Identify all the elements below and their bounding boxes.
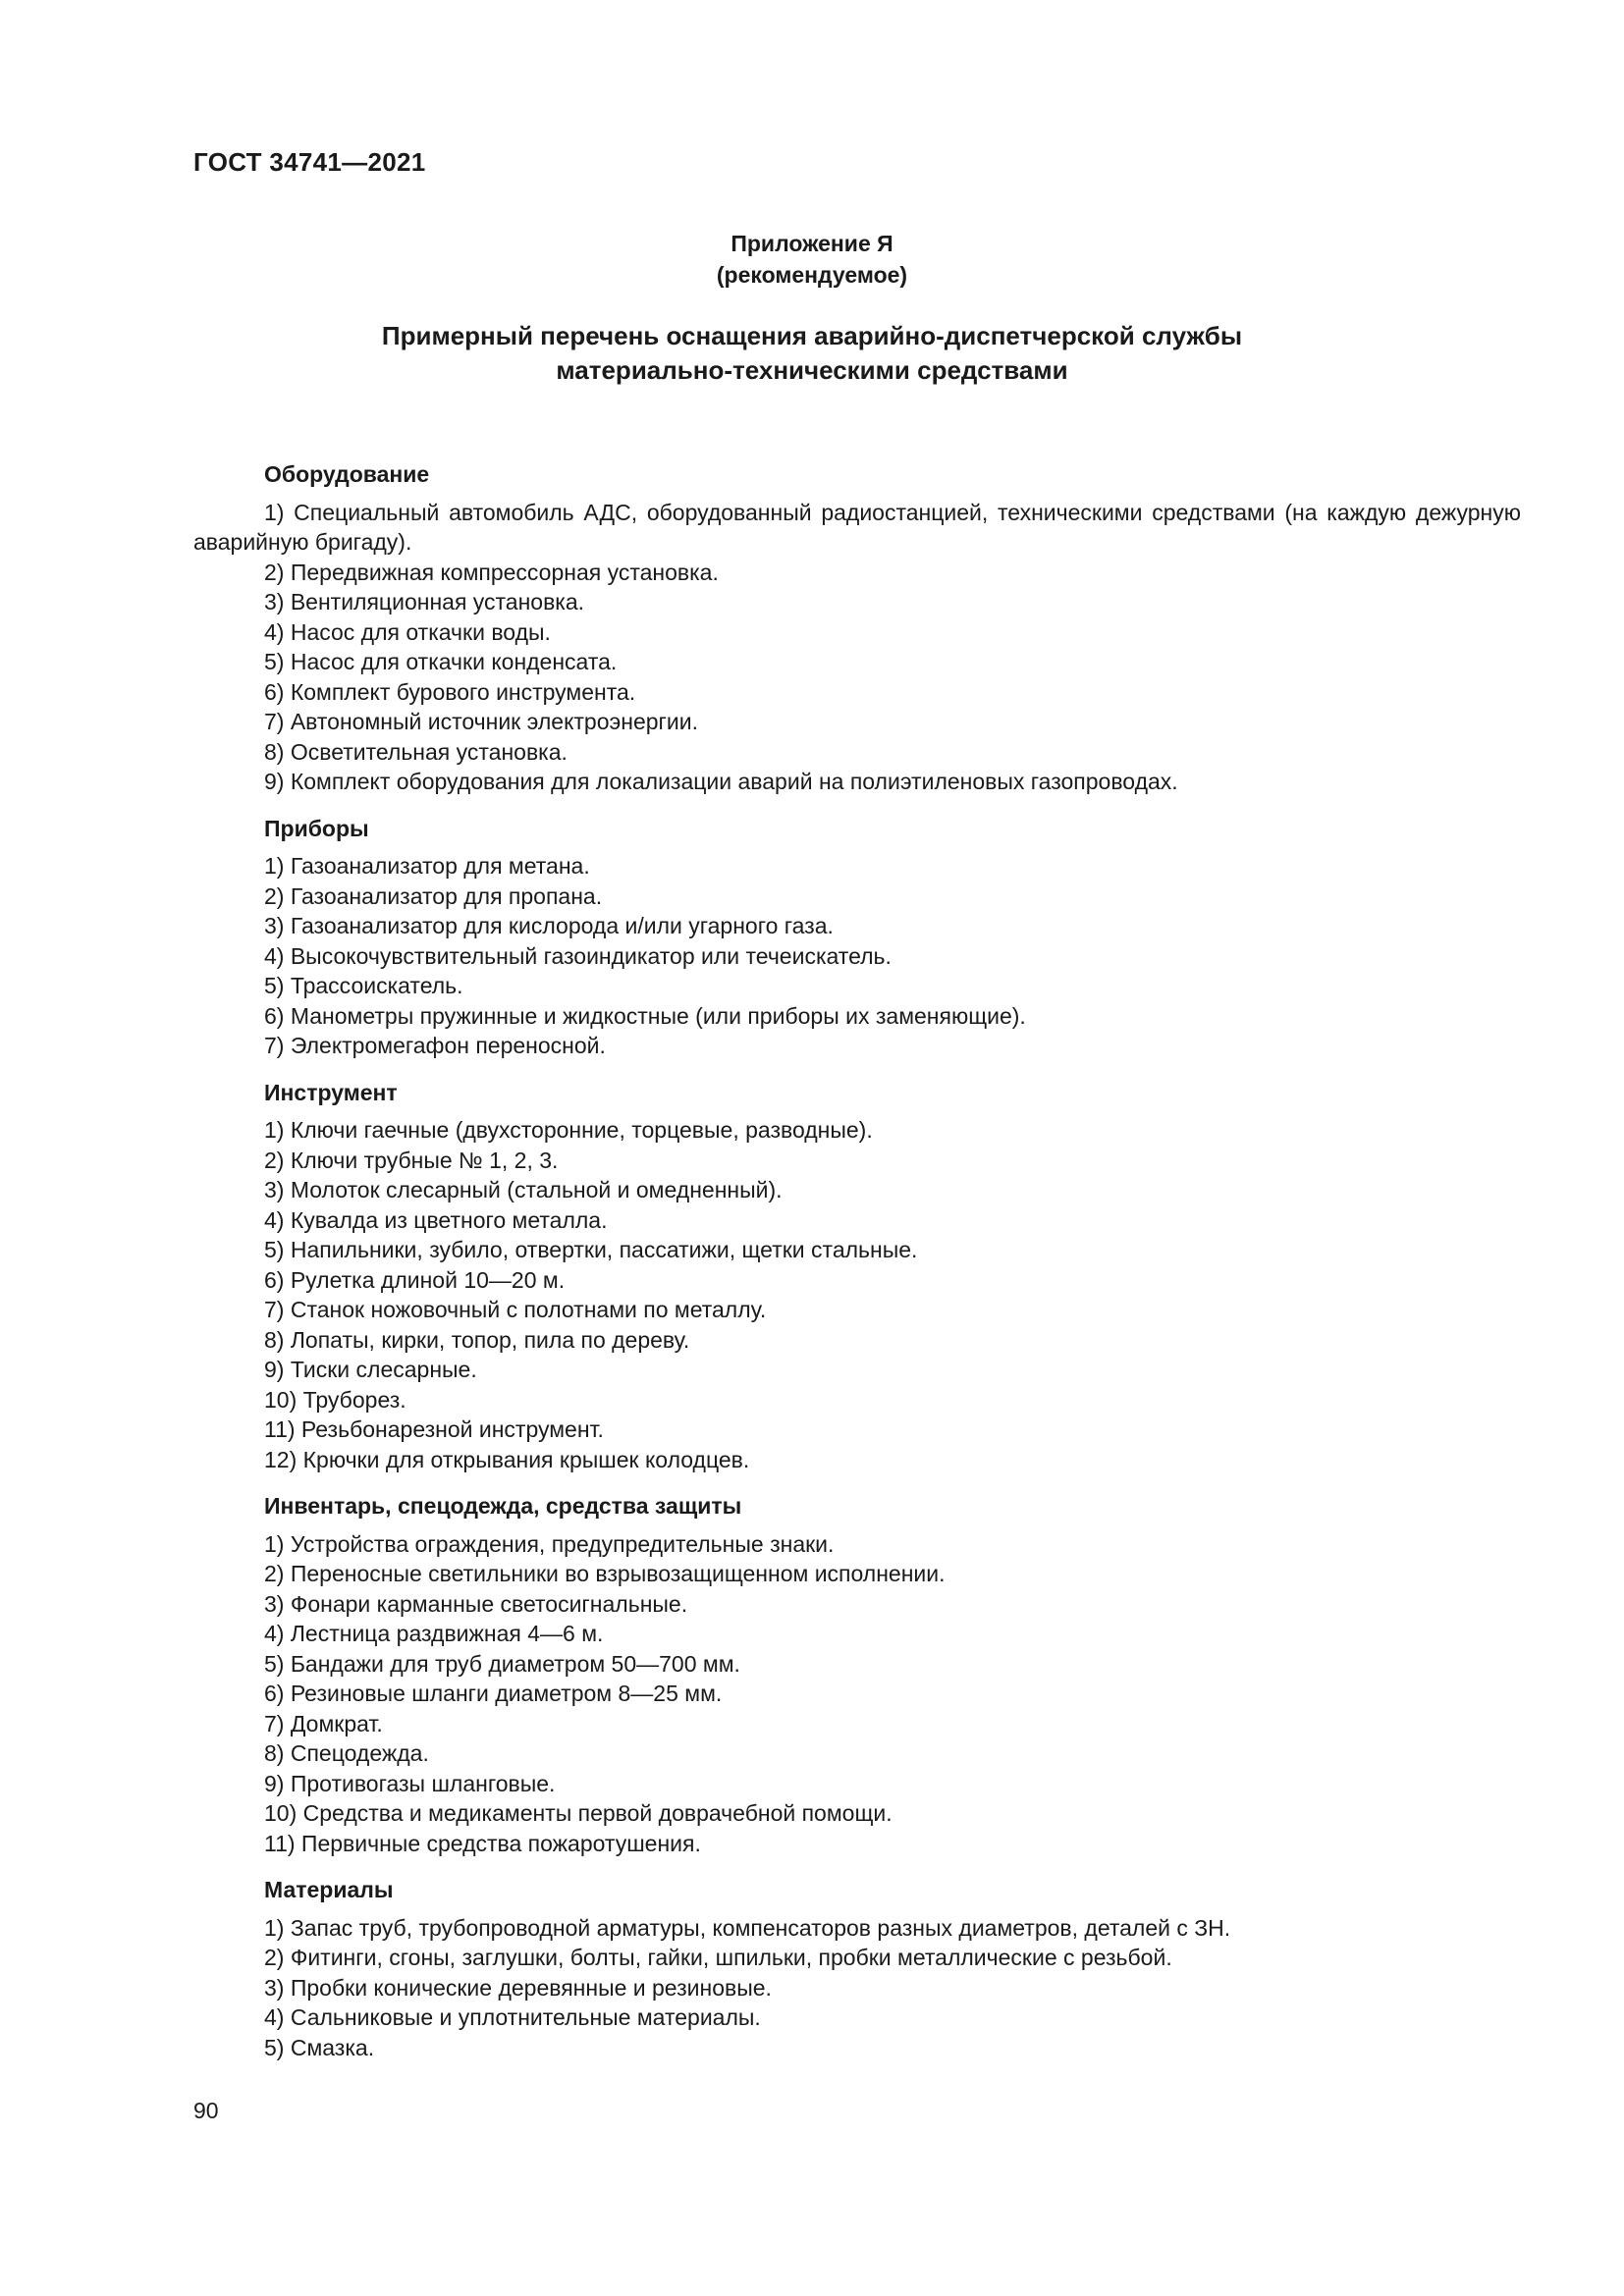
list-item: 5) Насос для откачки конденсата.: [264, 649, 618, 674]
list-item: 5) Бандажи для труб диаметром 50—700 мм.: [264, 1650, 740, 1677]
section-heading: Инструмент: [264, 1079, 398, 1105]
section-materials: [193, 1875, 1521, 2062]
list-item: 6) Манометры пружинные и жидкостные (или приборы их заменяющие).: [264, 1002, 1026, 1029]
list-item: 8) Спецодежда.: [264, 1740, 429, 1766]
list-item: 6) Рулетка длиной 10—20 м.: [264, 1266, 566, 1293]
list-item: 3) Газоанализатор для кислорода и/или угарного газа.: [264, 913, 834, 938]
appendix-label: Приложение Я: [731, 231, 893, 256]
document-title: [0, 319, 1624, 388]
list-item: 7) Электромегафон переносной.: [264, 1033, 606, 1058]
section-heading: Материалы: [264, 1877, 394, 1902]
list-item: 11) Резьбонарезной инструмент.: [264, 1416, 604, 1442]
standard-designation: ГОСТ 34741—2021: [193, 147, 426, 177]
list-item: 6) Комплект бурового инструмента.: [264, 678, 636, 705]
list-item: 3) Фонари карманные светосигнальные.: [264, 1590, 688, 1617]
list-item: 2) Передвижная компрессорная установка.: [264, 559, 719, 585]
list-item: 3) Пробки конические деревянные и резиновые.: [264, 1974, 772, 2001]
list-item: 5) Смазка.: [264, 2034, 375, 2060]
page-number: 90: [193, 2098, 219, 2123]
list-item: 10) Средства и медикаменты первой доврачебной помощи.: [264, 1800, 893, 1826]
list-item: 1) Газоанализатор для метана.: [264, 853, 590, 879]
list-item: 11) Первичные средства пожаротушения.: [264, 1830, 701, 1856]
list-item: 2) Переносные светильники во взрывозащищенном исполнении.: [264, 1561, 946, 1586]
list-item: 3) Молоток слесарный (стальной и омедненный).: [264, 1177, 783, 1202]
list-item: 8) Лопаты, кирки, топор, пила по дереву.: [264, 1326, 690, 1353]
list-item: 9) Тиски слесарные.: [264, 1357, 477, 1382]
section-tools: [193, 1078, 1521, 1475]
appendix-heading: [0, 228, 1624, 291]
list-item: 2) Газоанализатор для пропана.: [264, 882, 603, 909]
appendix-status: (рекомендуемое): [716, 262, 908, 288]
list-item: 1) Устройства ограждения, предупредительные знаки.: [264, 1530, 835, 1557]
list-item: 1) Запас труб, трубопроводной арматуры, компенсаторов разных диаметров, деталей с ЗН.: [264, 1914, 1231, 1941]
list-item: 9) Противогазы шланговые.: [264, 1770, 556, 1796]
list-item: 5) Трассоискатель.: [264, 973, 463, 998]
list-item: 4) Кувалда из цветного металла.: [264, 1206, 608, 1233]
section-inventory-protection: [193, 1491, 1521, 1858]
list-item: 4) Высокочувствительный газоиндикатор или течеискатель.: [264, 942, 892, 969]
list-item: 4) Лестница раздвижная 4—6 м.: [264, 1621, 604, 1646]
title-line-1: Примерный перечень оснащения аварийно-диспетчерской службы: [381, 321, 1243, 350]
list-item: 1) Специальный автомобиль АДС, оборудованный радиостанцией, техническими средствами (на каждую дежурную аварийную бригаду).: [193, 499, 1521, 555]
list-item: 12) Крючки для открывания крышек колодцев.: [264, 1446, 750, 1472]
equipment-list: [193, 459, 1521, 2062]
section-equipment: [193, 459, 1521, 797]
list-item: 4) Насос для откачки воды.: [264, 618, 551, 645]
list-item: 9) Комплект оборудования для локализации аварий на полиэтиленовых газопроводах.: [264, 769, 1178, 794]
list-item: 7) Станок ножовочный с полотнами по металлу.: [264, 1297, 767, 1322]
list-item: 2) Ключи трубные № 1, 2, 3.: [264, 1147, 559, 1173]
section-heading: Инвентарь, спецодежда, средства защиты: [264, 1493, 742, 1519]
list-item: 2) Фитинги, сгоны, заглушки, болты, гайки, шпильки, пробки металлические с резьбой.: [264, 1945, 1172, 1970]
list-item: 8) Осветительная установка.: [264, 738, 568, 765]
section-heading: Приборы: [264, 815, 369, 841]
list-item: 4) Сальниковые и уплотнительные материалы.: [264, 2004, 761, 2030]
list-item: 7) Автономный источник электроэнергии.: [264, 709, 699, 734]
section-heading: Оборудование: [264, 461, 430, 487]
list-item: 3) Вентиляционная установка.: [264, 589, 585, 614]
list-item: 7) Домкрат.: [264, 1710, 383, 1736]
title-line-2: материально-техническими средствами: [556, 355, 1068, 385]
list-item: 5) Напильники, зубило, отвертки, пассатижи, щетки стальные.: [264, 1237, 918, 1262]
list-item: 1) Ключи гаечные (двухсторонние, торцевые, разводные).: [264, 1117, 873, 1143]
section-instruments: [193, 814, 1521, 1061]
list-item: 6) Резиновые шланги диаметром 8—25 мм.: [264, 1681, 723, 1706]
list-item: 10) Труборез.: [264, 1386, 406, 1413]
